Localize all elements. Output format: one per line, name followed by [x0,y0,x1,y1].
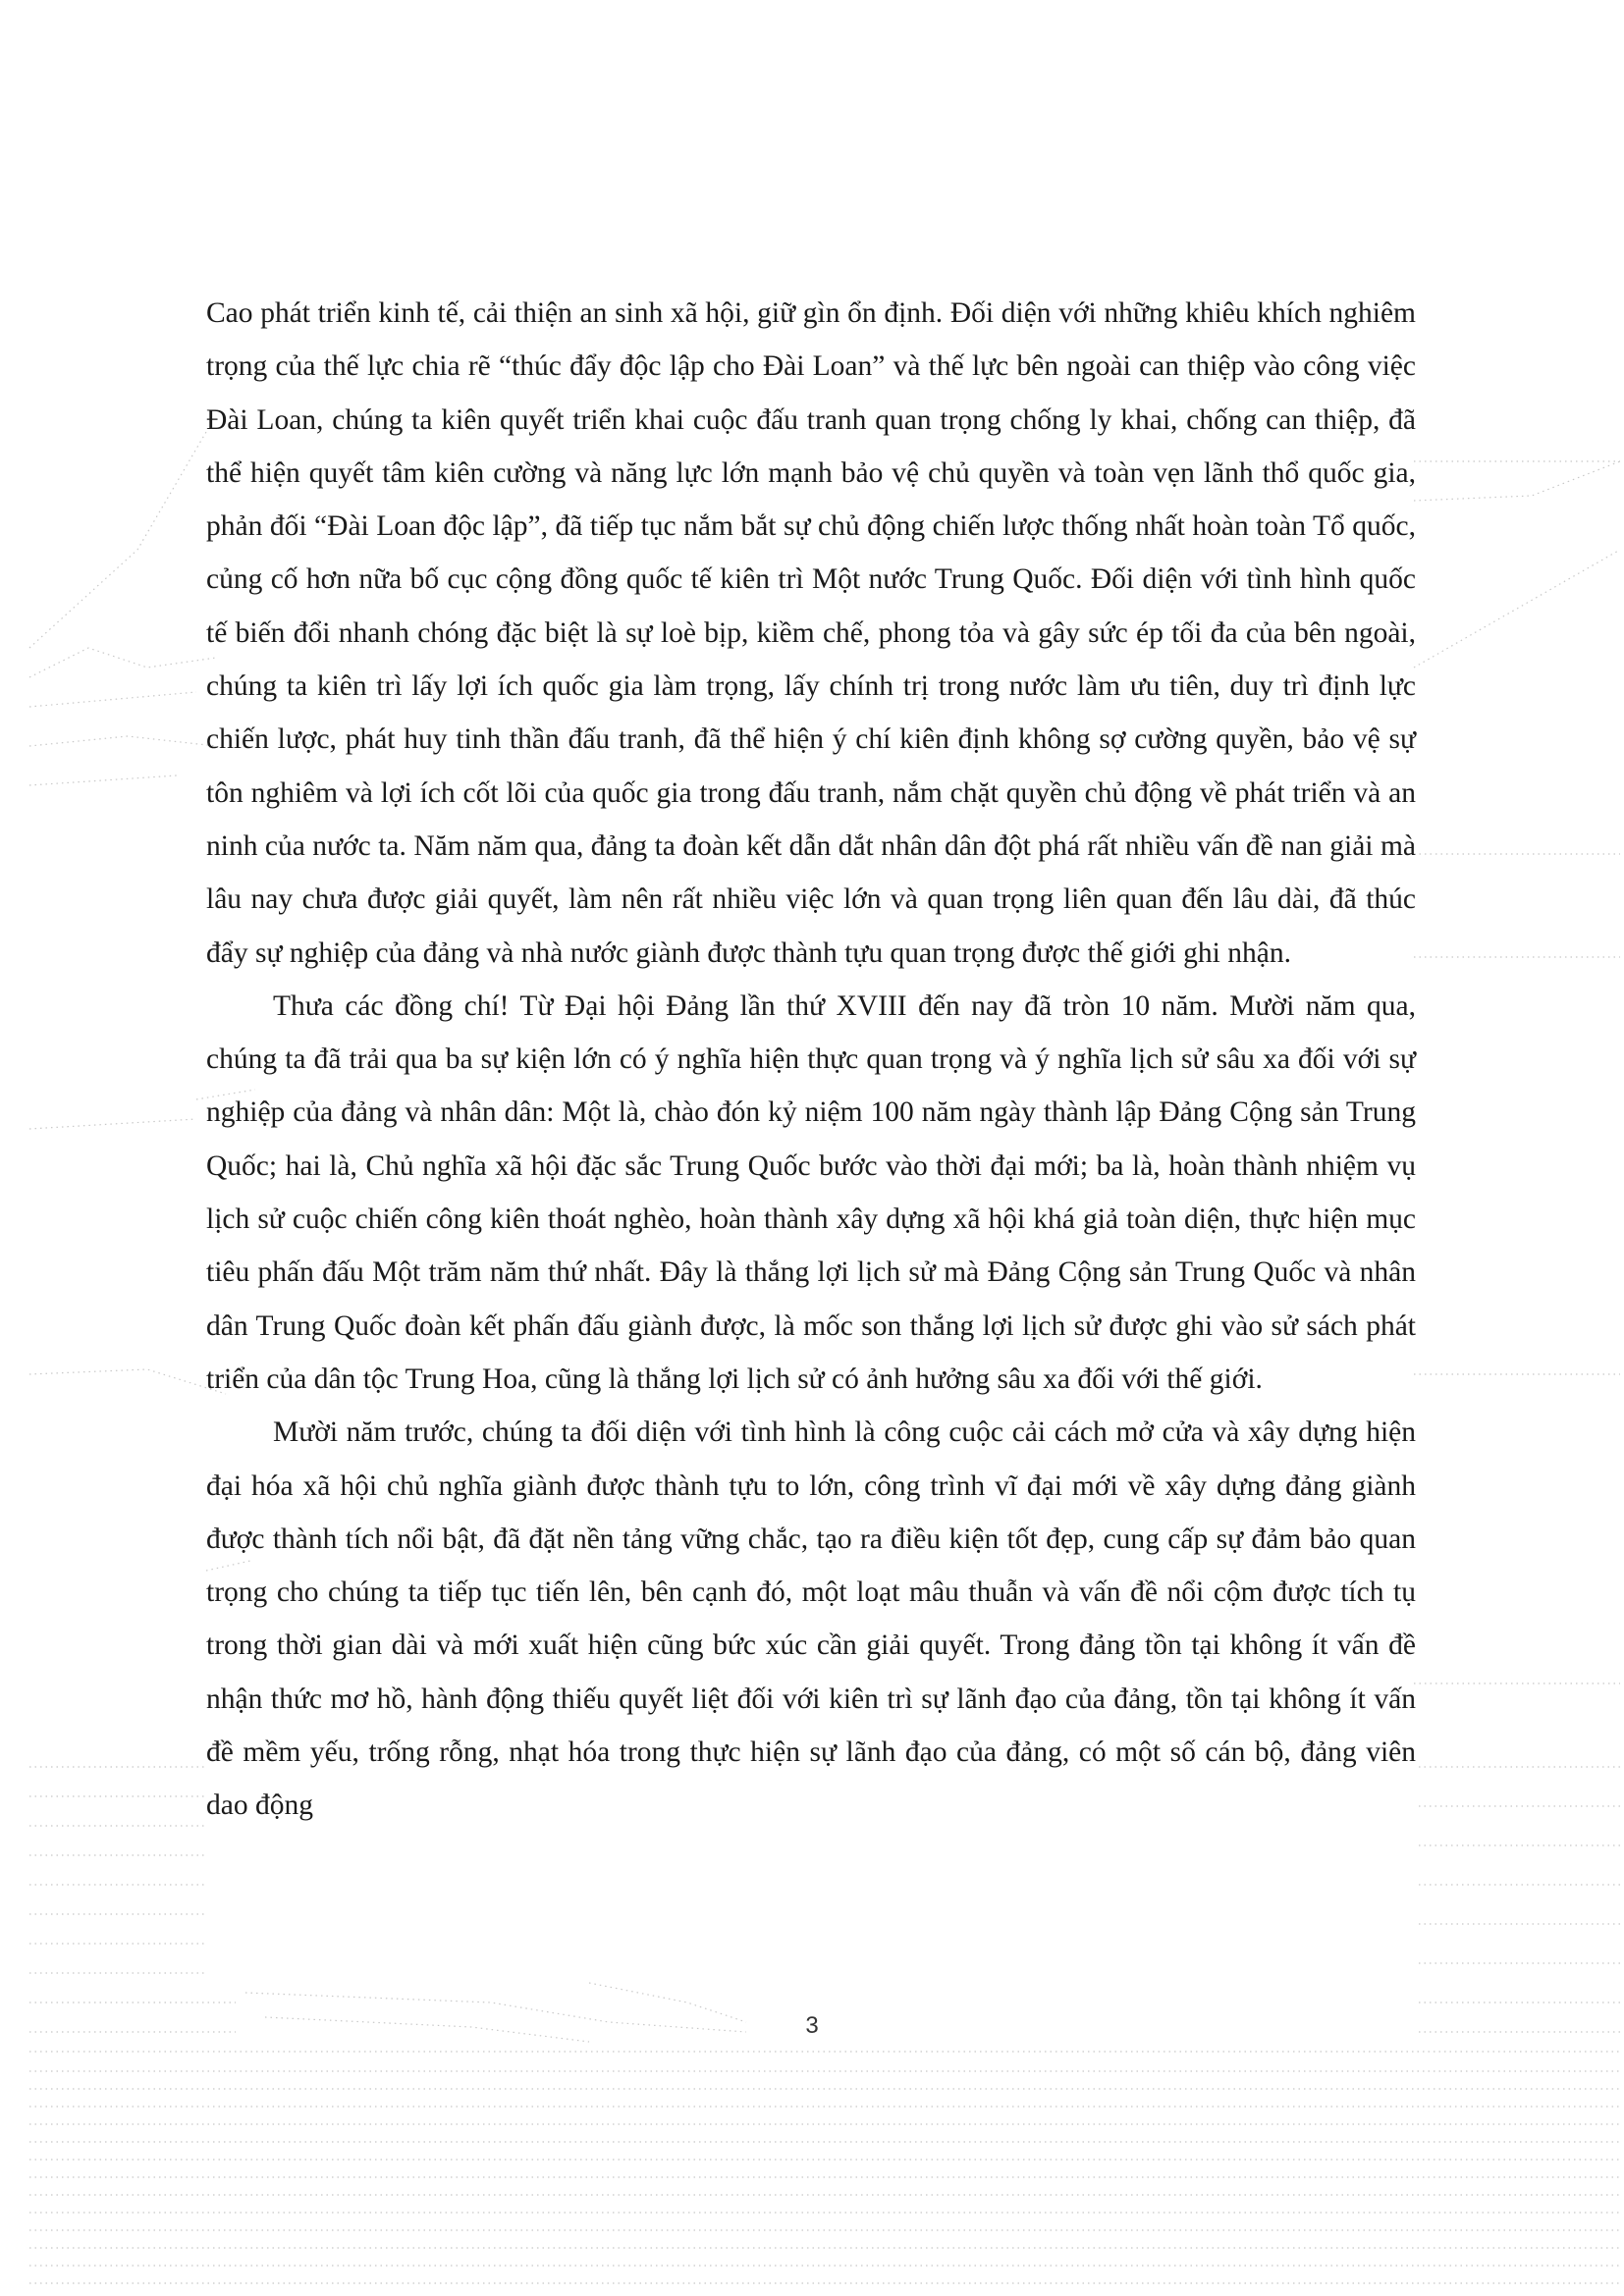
body-text [206,287,1416,1833]
paragraph-1: Cao phát triển kinh tế, cải thiện an sinh xã hội, giữ gìn ổn định. Đối diện với những khiêu khích nghiêm trọng của thế lực chia rẽ “thúc đẩy độc lập cho Đài Loan” và thế lực bên ngoài can thiệp vào công việc Đài Loan, chúng ta kiên quyết triển khai cuộc đấu tranh quan trọng chống ly khai, chống can thiệp, đã thể hiện quyết tâm kiên cường và năng lực lớn mạnh bảo vệ chủ quyền và toàn vẹn lãnh thổ quốc gia, phản đối “Đài Loan độc lập”, đã tiếp tục nắm bắt sự chủ động chiến lược thống nhất hoàn toàn Tổ quốc, củng cố hơn nữa bố cục cộng đồng quốc tế kiên trì Một nước Trung Quốc. Đối diện với tình hình quốc tế biến đổi nhanh chóng đặc biệt là sự loè bịp, kiềm chế, phong tỏa và gây sức ép tối đa của bên ngoài, chúng ta kiên trì lấy lợi ích quốc gia làm trọng, lấy chính trị trong nước làm ưu tiên, duy trì định lực chiến lược, phát huy tinh thần đấu tranh, đã thể hiện ý chí kiên định không sợ cường quyền, bảo vệ sự tôn nghiêm và lợi ích cốt lõi của quốc gia trong đấu tranh, nắm chặt quyền chủ động về phát triển và an ninh của nước ta. Năm năm qua, đảng ta đoàn kết dẫn dắt nhân dân đột phá rất nhiều vấn đề nan giải mà lâu nay chưa được giải quyết, làm nên rất nhiều việc lớn và quan trọng liên quan đến lâu dài, đã thúc đẩy sự nghiệp của đảng và nhà nước giành được thành tựu quan trọng được thế giới ghi nhận. [206,297,1416,969]
page-number: 3 [805,2012,819,2039]
paragraph-3: Mười năm trước, chúng ta đối diện với tình hình là công cuộc cải cách mở cửa và xây dựng hiện đại hóa xã hội chủ nghĩa giành được thành tựu to lớn, công trình vĩ đại mới về xây dựng đảng giành được thành tích nổi bật, đã đặt nền tảng vững chắc, tạo ra điều kiện tốt đẹp, cung cấp sự đảm bảo quan trọng cho chúng ta tiếp tục tiến lên, bên cạnh đó, một loạt mâu thuẫn và vấn đề nổi cộm được tích tụ trong thời gian dài và mới xuất hiện cũng bức xúc cần giải quyết. Trong đảng tồn tại không ít vấn đề nhận thức mơ hồ, hành động thiếu quyết liệt đối với kiên trì sự lãnh đạo của đảng, tồn tại không ít vấn đề mềm yếu, trống rỗng, nhạt hóa trong thực hiện sự lãnh đạo của đảng, có một số cán bộ, đảng viên dao động [206,1416,1416,1822]
paragraph-2: Thưa các đồng chí! Từ Đại hội Đảng lần thứ XVIII đến nay đã tròn 10 năm. Mười năm qua, chúng ta đã trải qua ba sự kiện lớn có ý nghĩa hiện thực quan trọng và ý nghĩa lịch sử sâu xa đối với sự nghiệp của đảng và nhân dân: Một là, chào đón kỷ niệm 100 năm ngày thành lập Đảng Cộng sản Trung Quốc; hai là, Chủ nghĩa xã hội đặc sắc Trung Quốc bước vào thời đại mới; ba là, hoàn thành nhiệm vụ lịch sử cuộc chiến công kiên thoát nghèo, hoàn thành xây dựng xã hội khá giả toàn diện, thực hiện mục tiêu phấn đấu Một trăm năm thứ nhất. Đây là thắng lợi lịch sử mà Đảng Cộng sản Trung Quốc và nhân dân Trung Quốc đoàn kết phấn đấu giành được, là mốc son thắng lợi lịch sử được ghi vào sử sách phát triển của dân tộc Trung Hoa, cũng là thắng lợi lịch sử có ảnh hưởng sâu xa đối với thế giới. [206,989,1416,1395]
